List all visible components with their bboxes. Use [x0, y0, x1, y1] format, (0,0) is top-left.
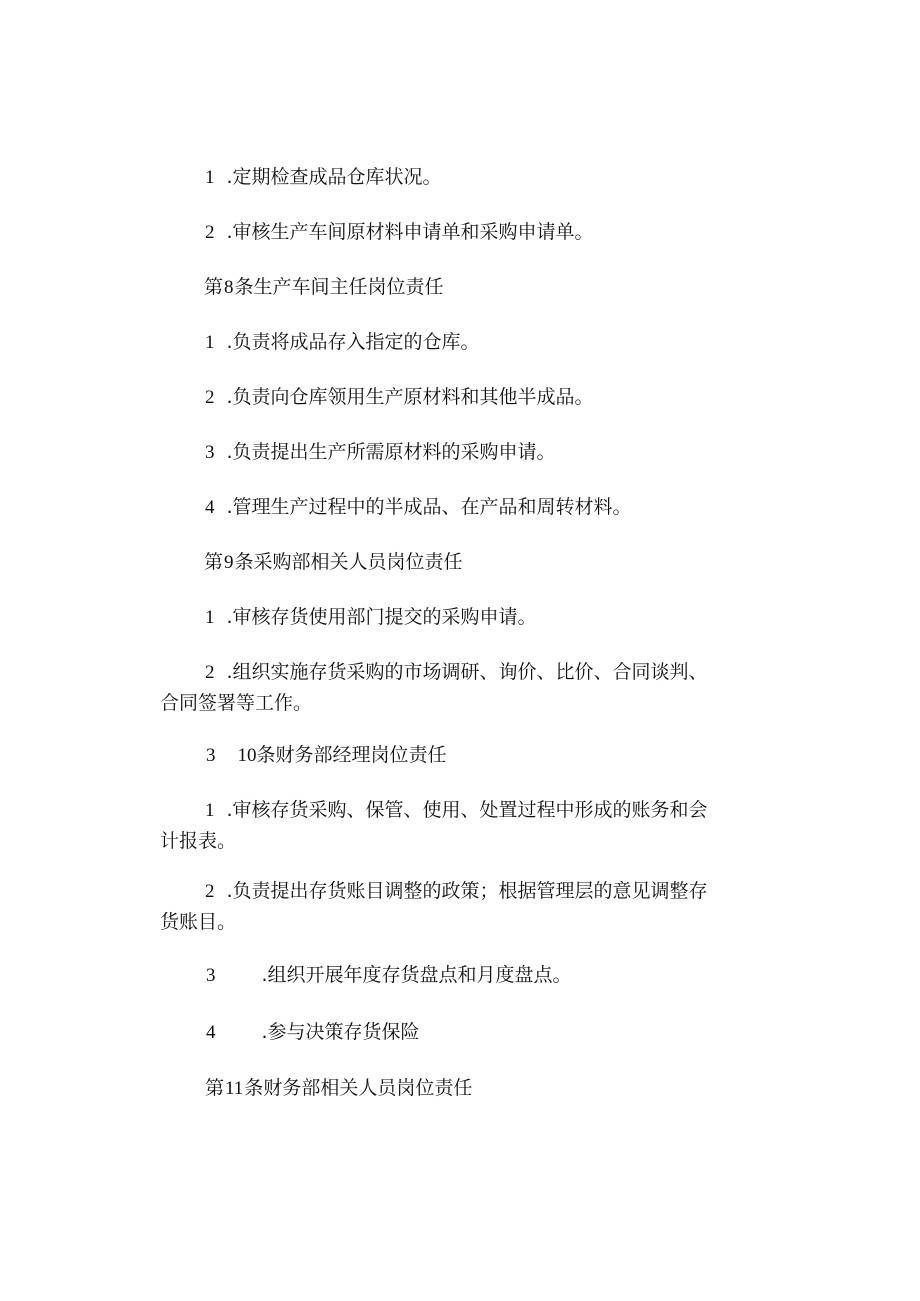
item-text-line2: 货账目。 [160, 911, 237, 933]
list-item [160, 795, 708, 856]
item-text: .审核存货使用部门提交的采购申请。 [226, 606, 537, 628]
section-heading [204, 547, 463, 578]
heading-text: 条生产车间主任岗位责任 [234, 276, 444, 298]
heading-text: 条采购部相关人员岗位责任 [234, 551, 463, 573]
item-number: 3 [205, 442, 215, 463]
list-item [160, 657, 708, 718]
heading-text: 条财务部经理岗位责任 [256, 744, 447, 766]
list-item [205, 327, 480, 358]
list-item [206, 1017, 420, 1048]
heading-number: 3 [206, 745, 216, 766]
item-text: .管理生产过程中的半成品、在产品和周转材料。 [226, 496, 632, 518]
item-number: 4 [205, 497, 215, 518]
item-number: 1 [205, 167, 215, 188]
item-text: .组织开展年度存货盘点和月度盘点。 [261, 964, 572, 986]
item-text: .参与决策存货保险 [261, 1021, 420, 1043]
heading-text: 条财务部相关人员岗位责任 [244, 1077, 473, 1099]
item-number: 2 [205, 881, 215, 902]
item-number: 1 [205, 607, 215, 628]
item-text-line2: 合同签署等工作。 [160, 692, 313, 714]
heading-prefix: 第 [204, 276, 224, 298]
section-heading [204, 272, 444, 303]
heading-number: 11 [225, 1078, 244, 1099]
item-text: .负责提出生产所需原材料的采购申请。 [226, 441, 556, 463]
item-text: .审核生产车间原材料申请单和采购申请单。 [226, 221, 594, 243]
item-number: 2 [205, 222, 215, 243]
list-item [206, 960, 572, 991]
item-text-line2: 计报表。 [160, 830, 237, 852]
item-number: 1 [205, 332, 215, 353]
item-number: 1 [205, 800, 215, 821]
list-item [205, 602, 537, 633]
heading-number: 9 [224, 552, 234, 573]
heading-prefix: 第 [204, 551, 224, 573]
item-text: .负责向仓库领用生产原材料和其他半成品。 [226, 386, 594, 408]
section-heading [206, 740, 447, 771]
list-item [205, 217, 594, 248]
item-number: 4 [206, 1022, 216, 1043]
list-item [205, 162, 442, 193]
heading-number-2: 10 [237, 745, 257, 766]
item-number: 3 [206, 965, 216, 986]
section-heading [205, 1073, 472, 1104]
item-text-line1: .审核存货采购、保管、使用、处置过程中形成的账务和会 [226, 799, 708, 821]
item-text-line1: .组织实施存货采购的市场调研、询价、比价、合同谈判、 [226, 661, 708, 683]
heading-prefix: 第 [205, 1077, 225, 1099]
item-text: .定期检查成品仓库状况。 [226, 166, 442, 188]
list-item [205, 382, 594, 413]
list-item [205, 492, 632, 523]
list-item [160, 876, 708, 937]
item-text-line1: .负责提出存货账目调整的政策；根据管理层的意见调整存 [226, 880, 708, 902]
heading-number: 8 [224, 277, 234, 298]
item-text: .负责将成品存入指定的仓库。 [226, 331, 480, 353]
item-number: 2 [205, 662, 215, 683]
item-number: 2 [205, 387, 215, 408]
list-item [205, 437, 556, 468]
